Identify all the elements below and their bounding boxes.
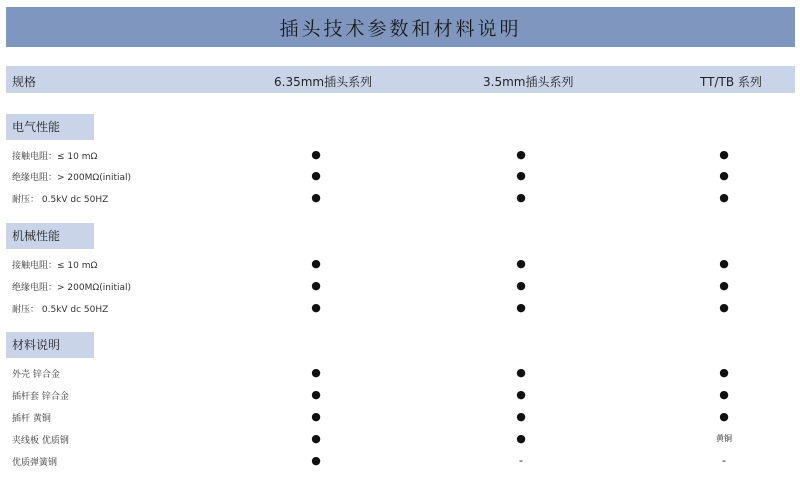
- table-row: [0, 432, 800, 446]
- cell-3-5mm: ●: [516, 388, 526, 401]
- table-row: [0, 257, 800, 271]
- cell-3-5mm: ●: [516, 410, 526, 423]
- cell-3-5mm: ●: [516, 432, 526, 445]
- cell-tt-tb: 黄铜: [716, 434, 732, 443]
- header-col-6-35mm: 6.35mm插头系列: [274, 75, 373, 89]
- cell-tt-tb: ●: [719, 148, 729, 161]
- cell-6-35mm: ●: [311, 432, 321, 445]
- table-row: [0, 301, 800, 315]
- cell-3-5mm: ●: [516, 148, 526, 161]
- row-label: 耐压： 0.5kV dc 50HZ: [12, 305, 109, 315]
- table-row: [0, 366, 800, 380]
- section-label-materials: 材料说明: [6, 332, 94, 358]
- row-label: 插杆 黄铜: [12, 414, 51, 424]
- cell-6-35mm: ●: [311, 454, 321, 467]
- row-label: 耐压： 0.5kV dc 50HZ: [12, 195, 109, 205]
- cell-6-35mm: ●: [311, 410, 321, 423]
- table-row: [0, 410, 800, 424]
- table-row: [0, 148, 800, 162]
- cell-3-5mm: ●: [516, 169, 526, 182]
- cell-3-5mm: ●: [516, 301, 526, 314]
- row-label: 优质弹簧钢: [12, 458, 58, 468]
- row-label: 接触电阻：≤ 10 mΩ: [12, 261, 98, 271]
- cell-tt-tb: -: [722, 454, 726, 467]
- cell-tt-tb: ●: [719, 301, 729, 314]
- header-spec: 规格: [12, 75, 37, 89]
- section-label-electrical: 电气性能: [6, 114, 94, 140]
- row-label: 外壳 锌合金: [12, 370, 60, 380]
- table-row: [0, 454, 800, 468]
- cell-6-35mm: ●: [311, 279, 321, 292]
- cell-tt-tb: ●: [719, 410, 729, 423]
- header-col-3-5mm: 3.5mm插头系列: [483, 75, 574, 89]
- table-header: [6, 66, 795, 93]
- cell-6-35mm: ●: [311, 301, 321, 314]
- row-label: 接触电阻：≤ 10 mΩ: [12, 152, 98, 162]
- cell-3-5mm: ●: [516, 366, 526, 379]
- cell-6-35mm: ●: [311, 169, 321, 182]
- table-row: [0, 191, 800, 205]
- cell-tt-tb: ●: [719, 388, 729, 401]
- row-label: 绝缘电阻：> 200MΩ(initial): [12, 173, 131, 183]
- cell-3-5mm: -: [519, 454, 523, 467]
- page-title: 插头技术参数和材料说明: [6, 7, 795, 47]
- header-col-tt-tb: TT/TB 系列: [700, 75, 762, 89]
- cell-tt-tb: ●: [719, 257, 729, 270]
- table-row: [0, 388, 800, 402]
- cell-tt-tb: ●: [719, 169, 729, 182]
- cell-tt-tb: ●: [719, 279, 729, 292]
- table-row: [0, 279, 800, 293]
- cell-6-35mm: ●: [311, 366, 321, 379]
- row-label: 插杆套 锌合金: [12, 392, 69, 402]
- cell-6-35mm: ●: [311, 148, 321, 161]
- cell-tt-tb: ●: [719, 366, 729, 379]
- table-row: [0, 169, 800, 183]
- row-label: 绝缘电阻：> 200MΩ(initial): [12, 283, 131, 293]
- cell-3-5mm: ●: [516, 279, 526, 292]
- cell-6-35mm: ●: [311, 388, 321, 401]
- row-label: 夹线板 优质钢: [12, 436, 69, 446]
- cell-3-5mm: ●: [516, 257, 526, 270]
- cell-3-5mm: ●: [516, 191, 526, 204]
- section-label-mechanical: 机械性能: [6, 223, 94, 249]
- cell-6-35mm: ●: [311, 191, 321, 204]
- cell-tt-tb: ●: [719, 191, 729, 204]
- cell-6-35mm: ●: [311, 257, 321, 270]
